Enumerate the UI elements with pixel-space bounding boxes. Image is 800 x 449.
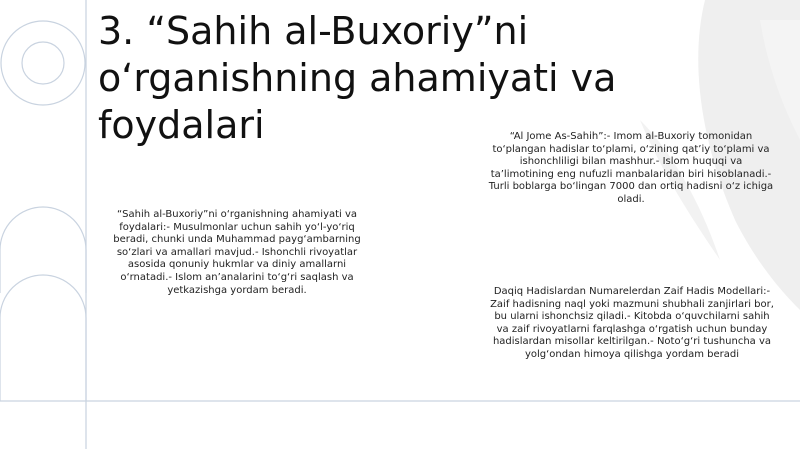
outline-circle-large <box>1 21 85 105</box>
text-block-right-bottom: Daqiq Hadislardan Numarelerdan Zaif Hadis Modellari:- Zaif hadisning naql yoki mazmuni shubhali zanjirlari bor, bu ularni ishonchsiz qiladi.- Kitobda o‘quvchilarni sahih va zaif rivoyatlarni farqlashga o‘rgatish uchun bunday hadislardan misollar keltirilgan.- Noto‘g‘ri tushuncha va yolg‘ondan himoya qilishga yordam beradi <box>490 286 774 360</box>
outline-arch-upper <box>0 207 86 293</box>
text-block-right-top: “Al Jome As-Sahih”:- Imom al-Buxoriy tomonidan to‘plangan hadislar to‘plami, o‘zining qat’iy to‘plami va ishonchliligi bilan mashhur.- Islom huquqi va ta’limotining eng nufuzli manbalaridan biri hisoblanadi.- Turli boblarga bo‘lingan 7000 dan ortiq hadisni o‘z ichiga oladi. <box>488 131 774 205</box>
outline-arch-lower <box>0 275 86 401</box>
outline-circle-small <box>22 42 64 84</box>
slide-title: 3. “Sahih al-Buxoriy”ni o‘rganishning ahamiyati va foydalari <box>98 9 617 147</box>
text-block-left: “Sahih al-Buxoriy”ni o‘rganishning ahamiyati va foydalari:- Musulmonlar uchun sahih yo‘l-yo‘riq beradi, chunki unda Muhammad payg‘ambarning so‘zlari va amallari mavjud.- Ishonchli rivoyatlar asosida qonuniy hukmlar va diniy amallarni o‘rnatadi.- Islom an’analarini to‘g‘ri saqlash va yetkazishga yordam beradi. <box>113 209 361 296</box>
